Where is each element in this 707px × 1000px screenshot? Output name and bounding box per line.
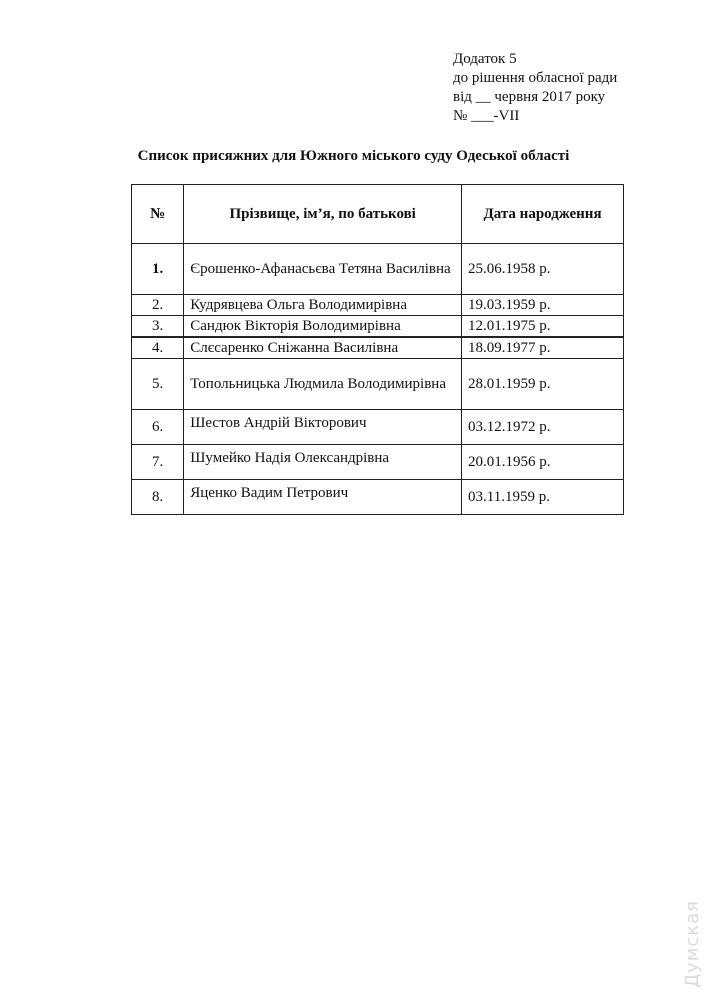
row-number: 3. <box>132 316 184 338</box>
table-row <box>132 480 624 515</box>
appendix-note-line-3: від __ червня 2017 року <box>453 89 606 105</box>
row-birth-date: 18.09.1977 р. <box>462 337 624 359</box>
row-full-name: Єрошенко-Афанасьєва Тетяна Василівна <box>184 244 462 295</box>
table-row <box>132 316 624 338</box>
row-birth-date: 28.01.1959 р. <box>462 359 624 410</box>
row-number: 2. <box>132 295 184 316</box>
row-full-name: Слєсаренко Сніжанна Василівна <box>184 337 462 359</box>
header-birth-date: Дата народження <box>462 185 624 244</box>
document-title: Список присяжних для Южного міського суду Одеської області <box>137 148 570 164</box>
table-row <box>132 295 624 316</box>
row-full-name: Кудрявцева Ольга Володимирівна <box>184 295 462 316</box>
row-number: 8. <box>132 480 184 515</box>
appendix-note-line-2: до рішення обласної ради <box>453 70 618 86</box>
row-full-name: Топольницька Людмила Володимирівна <box>184 359 462 410</box>
row-birth-date: 19.03.1959 р. <box>462 295 624 316</box>
row-number: 5. <box>132 359 184 410</box>
row-birth-date: 20.01.1956 р. <box>462 445 624 480</box>
row-birth-date: 12.01.1975 р. <box>462 316 624 338</box>
row-full-name: Шумейко Надія Олександрівна <box>184 445 462 480</box>
row-birth-date: 25.06.1958 р. <box>462 244 624 295</box>
row-number: 4. <box>132 337 184 359</box>
row-full-name: Яценко Вадим Петрович <box>184 480 462 515</box>
appendix-note <box>453 50 617 126</box>
row-number: 7. <box>132 445 184 480</box>
row-birth-date: 03.11.1959 р. <box>462 480 624 515</box>
appendix-note-line-4: № ___-VII <box>453 108 520 124</box>
row-full-name: Шестов Андрій Вікторович <box>184 410 462 445</box>
jurors-table <box>131 184 624 515</box>
header-number: № <box>132 185 184 244</box>
table-row <box>132 337 624 359</box>
row-birth-date: 03.12.1972 р. <box>462 410 624 445</box>
row-number: 1. <box>132 244 184 295</box>
header-full-name: Прізвище, ім’я, по батькові <box>184 185 462 244</box>
appendix-note-line-1: Додаток 5 <box>453 51 517 67</box>
table-row <box>132 410 624 445</box>
row-full-name: Сандюк Вікторія Володимирівна <box>184 316 462 338</box>
site-watermark: Думская <box>682 900 703 988</box>
table-row <box>132 445 624 480</box>
table-row <box>132 359 624 410</box>
row-number: 6. <box>132 410 184 445</box>
table-row <box>132 244 624 295</box>
table-header-row <box>132 185 624 244</box>
